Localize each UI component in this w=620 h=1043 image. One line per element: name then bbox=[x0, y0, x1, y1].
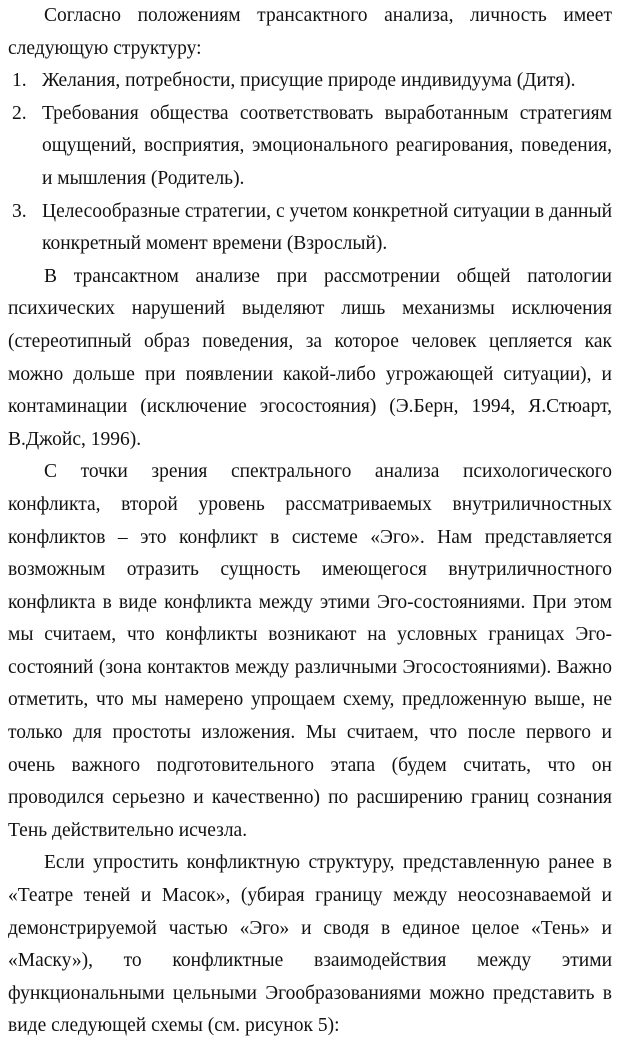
intro-paragraph: Согласно положениям трансактного анализа, личность имеет следующую структуру: bbox=[8, 5, 612, 59]
list-item bbox=[12, 65, 612, 98]
list-item bbox=[12, 98, 612, 196]
list-number: 1. bbox=[12, 70, 27, 92]
document-page bbox=[8, 0, 612, 1043]
body-paragraph: С точки зрения спектрального анализа психологического конфликта, второй уровень рассматриваемых внутриличностных конфликтов – это конфликт в системе «Эго». Нам представляется возможным отразить сущность имеющегося внутриличностного конфликта в виде конфликта между этими Эго-состояниями. При этом мы считаем, что конфликты возникают на условных границах Эго-состояний (зона контактов между различными Эгосостояниями). Важно отметить, что мы намерено упрощаем схему, предложенную выше, не только для простоты изложения. Мы считаем, что после первого и очень важного подготовительного этапа (будем считать, что он проводился серьезно и качественно) по расширению границ сознания Тень действительно исчезла. bbox=[8, 461, 612, 841]
list-item-text: Требования общества соответствовать выработанным стратегиям ощущений, восприятия, эмоционального реагирования, поведения, и мышления (Родитель). bbox=[42, 102, 612, 189]
body-paragraph: В трансактном анализе при рассмотрении общей патологии психических нарушений выделяют лишь механизмы исключения (стереотипный образ поведения, за которое человек цепляется как можно дольше при появлении какой-либо угрожающей ситуации), и контаминации (исключение эгосостояния) (Э.Берн, 1994, Я.Стюарт, В.Джойс, 1996). bbox=[8, 265, 612, 450]
structure-list bbox=[8, 65, 612, 261]
list-item bbox=[12, 196, 612, 261]
list-item-text: Целесообразные стратегии, с учетом конкретной ситуации в данный конкретный момент времени (Взрослый). bbox=[42, 200, 612, 255]
list-item-text: Желания, потребности, присущие природе индивидуума (Дитя). bbox=[42, 70, 576, 92]
list-number: 2. bbox=[12, 102, 27, 124]
body-paragraph: Если упростить конфликтную структуру, представленную ранее в «Театре теней и Масок», (убирая границу между неосознаваемой и демонстрируемой частью «Эго» и сводя в единое целое «Тень» и «Маску»), то конфликтные взаимодействия между этими функциональными цельными Эгообразованиями можно представить в виде следующей схемы (см. рисунок 5): bbox=[8, 852, 612, 1037]
list-number: 3. bbox=[12, 200, 27, 222]
